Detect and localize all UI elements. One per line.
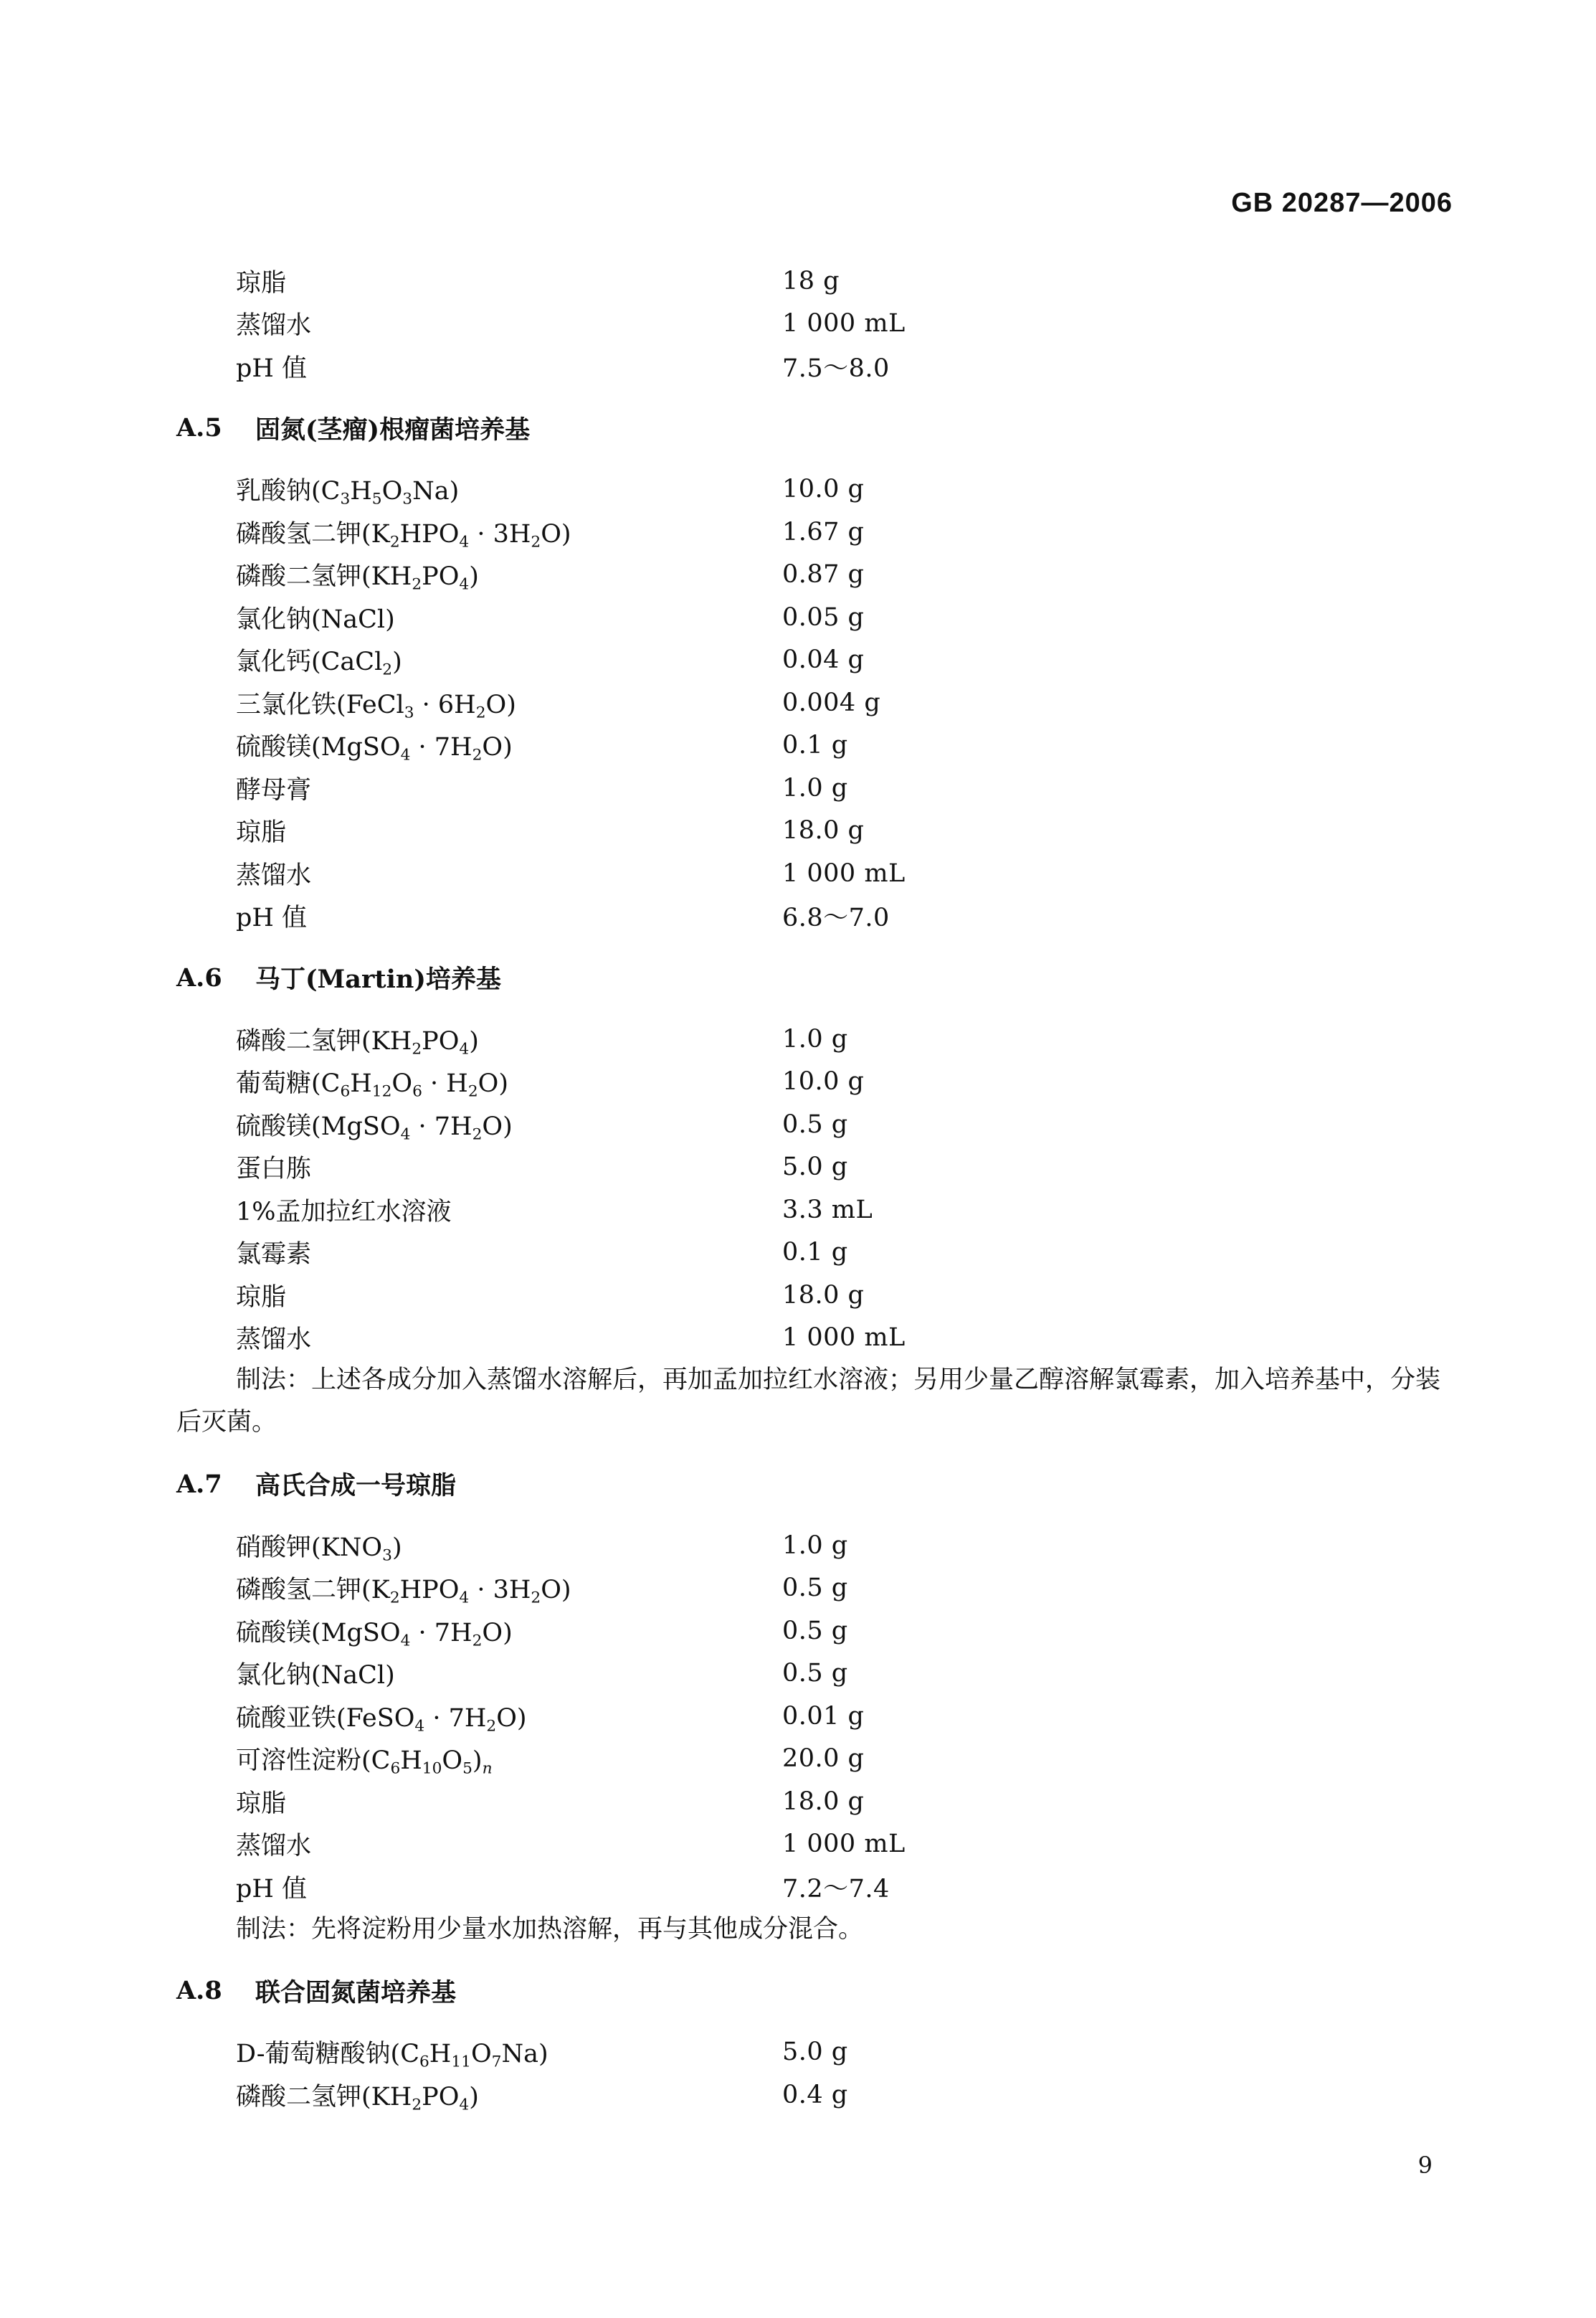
ingredient-row — [176, 1188, 1460, 1231]
ingredient-name: 硫酸镁(MgSO$_4$ · $7H_2O$) — [236, 733, 513, 765]
preparation-note: 制法：上述各成分加入蒸馏水溶解后，再加孟加拉红水溶液；另用少量乙醇溶解氯霉素，加入培养基中，分装后灭菌。 — [176, 1366, 1441, 1437]
ingredient-amount: 1 000 mL — [782, 1323, 906, 1353]
ingredient-amount: 0.05 g — [782, 602, 865, 632]
ingredient-row — [176, 1823, 1460, 1866]
ingredient-amount: 20.0 g — [782, 1744, 865, 1774]
ingredient-row — [176, 1018, 1460, 1061]
ingredient-amount: 7.5～8.0 — [782, 354, 890, 383]
ingredient-amount: 0.5 g — [782, 1574, 848, 1603]
ingredient-name: 氯化钠(NaCl) — [236, 1661, 395, 1690]
ingredient-row — [176, 1652, 1460, 1695]
ingredient-list — [176, 2031, 1460, 2116]
ingredient-name: pH 值 — [236, 1874, 308, 1903]
ingredient-name: 琼脂 — [236, 1282, 287, 1312]
ingredient-name: 酵母膏 — [236, 775, 312, 805]
ingredient-row — [176, 1738, 1460, 1781]
ingredient-amount: 1 000 mL — [782, 858, 906, 888]
ingredient-name: pH 值 — [236, 354, 308, 383]
section-heading — [176, 410, 1460, 447]
ingredient-amount: 0.04 g — [782, 645, 865, 675]
ingredient-name: 硝酸钾$(KNO_3)$ — [236, 1533, 402, 1565]
ingredient-amount: 18 g — [782, 266, 840, 295]
ingredient-row — [176, 1780, 1460, 1823]
ingredient-row — [176, 511, 1460, 554]
ingredient-name: pH 值 — [236, 904, 308, 933]
ingredient-amount: 7.2～7.4 — [782, 1874, 890, 1903]
section-number: A.5 — [176, 413, 222, 443]
ingredient-name: 磷酸氢二钾$(K_2HPO_4 \cdot 3H_2O)$ — [236, 519, 571, 552]
ingredient-amount: 10.0 g — [782, 1067, 865, 1097]
ingredient-name: 蒸馏水 — [236, 1832, 312, 1861]
section-title: 固氮(茎瘤)根瘤菌培养基 — [255, 415, 531, 445]
ingredient-amount: 1 000 mL — [782, 1830, 906, 1859]
ingredient-row — [176, 2031, 1460, 2074]
ingredient-row — [176, 1274, 1460, 1317]
ingredient-row — [176, 468, 1460, 511]
ingredient-amount: 0.1 g — [782, 731, 848, 760]
ingredient-amount: 1.0 g — [782, 1531, 848, 1560]
ingredient-row — [176, 1317, 1460, 1360]
ingredient-name: 1%孟加拉红水溶液 — [236, 1197, 452, 1226]
ingredient-list — [176, 1018, 1460, 1359]
ingredient-amount: 0.5 g — [782, 1110, 848, 1139]
ingredient-name: 葡萄糖$(C_6H_{12}O_6 \cdot H_2O)$ — [236, 1069, 508, 1101]
section-title: 高氏合成一号琼脂 — [255, 1471, 457, 1500]
ingredient-name: 琼脂 — [236, 268, 287, 298]
ingredient-amount: 1.0 g — [782, 1024, 848, 1054]
ingredient-name: 乳酸钠$(C_3H_5O_3Na)$ — [236, 477, 460, 508]
ingredient-row — [176, 681, 1460, 724]
ingredient-name: 氯霉素 — [236, 1240, 312, 1269]
ingredient-amount: 0.5 g — [782, 1616, 848, 1645]
ingredient-amount: 0.5 g — [782, 1659, 848, 1688]
document-body — [176, 260, 1460, 2116]
ingredient-name: 蒸馏水 — [236, 311, 312, 341]
section-number: A.7 — [176, 1469, 222, 1499]
ingredient-name: 硫酸亚铁(FeSO$_4$ · $7H_2O$) — [236, 1703, 527, 1736]
ingredient-name: 磷酸二氢钾$(KH_2PO_4)$ — [236, 1026, 479, 1059]
ingredient-name: 磷酸二氢钾$(KH_2PO_4)$ — [236, 562, 479, 594]
preparation-note: 制法：先将淀粉用少量水加热溶解，再与其他成分混合。 — [236, 1914, 864, 1944]
ingredient-row — [176, 1609, 1460, 1652]
ingredient-row — [176, 345, 1460, 388]
ingredient-row — [176, 724, 1460, 767]
ingredient-amount: 5.0 g — [782, 2038, 848, 2067]
ingredient-amount: 0.004 g — [782, 688, 881, 717]
ingredient-amount: 0.1 g — [782, 1238, 848, 1267]
ingredient-amount: 18.0 g — [782, 816, 865, 846]
ingredient-amount: 5.0 g — [782, 1153, 848, 1182]
ingredient-row — [176, 1231, 1460, 1274]
section-heading — [176, 1972, 1460, 2010]
ingredient-amount: 0.4 g — [782, 2080, 848, 2109]
page-number: 9 — [1417, 2152, 1433, 2179]
ingredient-row — [176, 260, 1460, 303]
ingredient-name: D-葡萄糖酸钠$(C_6H_{11}O_7Na)$ — [236, 2040, 548, 2071]
ingredient-name: 蒸馏水 — [236, 861, 312, 890]
ingredient-amount: 0.87 g — [782, 560, 865, 590]
ingredient-amount: 3.3 mL — [782, 1195, 873, 1224]
ingredient-list — [176, 468, 1460, 938]
section-number: A.6 — [176, 962, 222, 993]
ingredient-amount: 1 000 mL — [782, 309, 906, 339]
ingredient-name: 磷酸氢二钾$(K_2HPO_4 \cdot 3H_2O)$ — [236, 1576, 571, 1607]
section-heading — [176, 1465, 1460, 1503]
ingredient-name: 琼脂 — [236, 1789, 287, 1818]
ingredient-amount: 10.0 g — [782, 475, 865, 504]
ingredient-name: 磷酸二氢钾$(KH_2PO_4)$ — [236, 2082, 479, 2114]
ingredient-row — [176, 1695, 1460, 1738]
ingredient-row — [176, 852, 1460, 895]
ingredient-amount: 1.0 g — [782, 773, 848, 803]
ingredient-name: 蛋白胨 — [236, 1155, 312, 1184]
ingredient-row — [176, 1103, 1460, 1146]
ingredient-name: 可溶性淀粉$(C_6H_{10}O_5)_n$ — [236, 1746, 493, 1778]
ingredient-row — [176, 1524, 1460, 1567]
ingredient-row — [176, 1567, 1460, 1610]
ingredient-row — [176, 895, 1460, 938]
ingredient-name: 硫酸镁(MgSO$_4$ · $7H_2O$) — [236, 1618, 513, 1650]
ingredient-name: 氯化钠(NaCl) — [236, 605, 395, 634]
section-title: 联合固氮菌培养基 — [255, 1977, 457, 2007]
ingredient-row — [176, 1865, 1460, 1908]
section-title: 马丁(Martin)培养基 — [255, 965, 501, 994]
ingredient-amount: 18.0 g — [782, 1787, 865, 1816]
ingredient-name: 蒸馏水 — [236, 1325, 312, 1355]
ingredient-row — [176, 303, 1460, 346]
ingredient-amount: 1.67 g — [782, 517, 865, 547]
standard-number: GB 20287—2006 — [1231, 188, 1453, 218]
ingredient-list — [176, 260, 1460, 388]
ingredient-name: 琼脂 — [236, 818, 287, 848]
section-heading — [176, 959, 1460, 996]
ingredient-row — [176, 596, 1460, 639]
ingredient-name: 三氯化铁(FeCl$_3$ · $6H_2O$) — [236, 690, 516, 722]
ingredient-row — [176, 639, 1460, 682]
ingredient-amount: 18.0 g — [782, 1280, 865, 1310]
ingredient-amount: 6.8～7.0 — [782, 904, 890, 933]
section-number: A.8 — [176, 1976, 222, 2005]
ingredient-row — [176, 2073, 1460, 2116]
ingredient-row — [176, 1146, 1460, 1189]
ingredient-name: 氯化钙(CaCl$_2$) — [236, 648, 402, 679]
ingredient-list — [176, 1524, 1460, 1908]
ingredient-row — [176, 1061, 1460, 1104]
ingredient-amount: 0.01 g — [782, 1701, 865, 1731]
ingredient-name: 硫酸镁(MgSO$_4$ · $7H_2O$) — [236, 1112, 513, 1144]
ingredient-row — [176, 767, 1460, 810]
ingredient-row — [176, 810, 1460, 853]
ingredient-row — [176, 554, 1460, 597]
